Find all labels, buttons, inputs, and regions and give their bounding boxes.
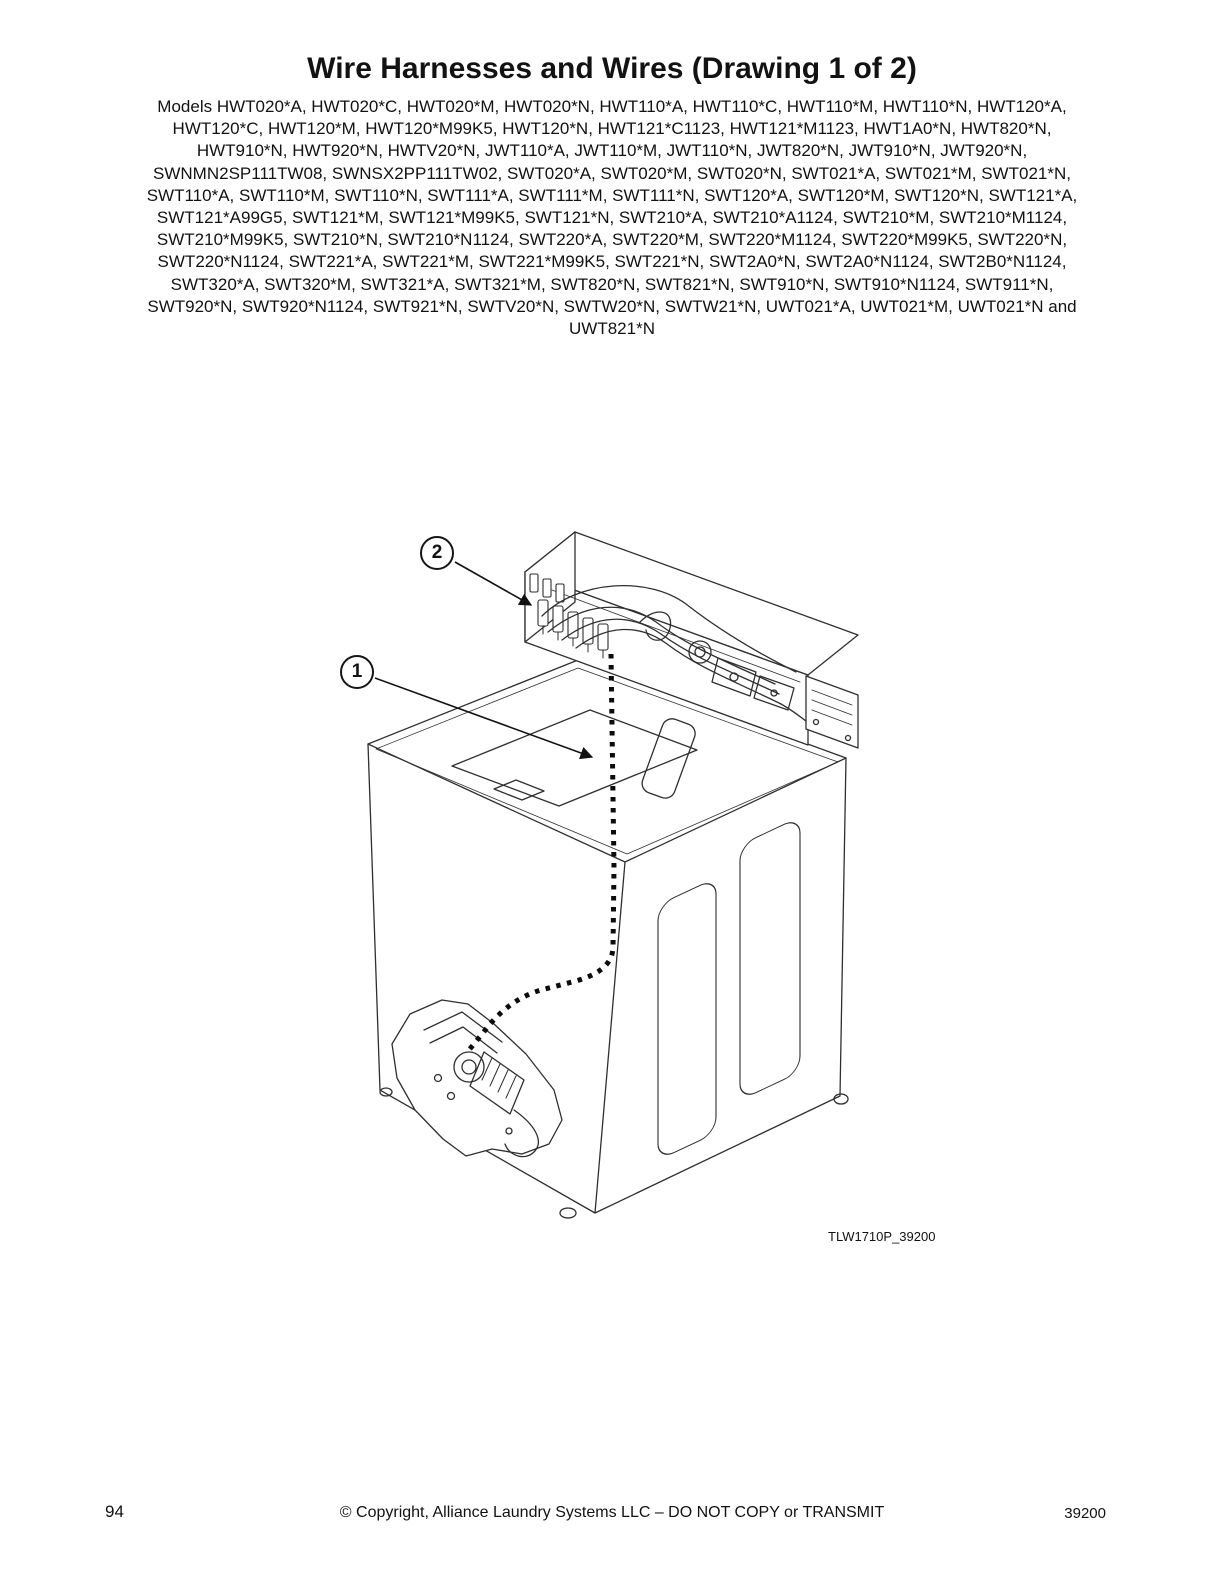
copyright-notice: © Copyright, Alliance Laundry Systems LLC – DO NOT COPY or TRANSMIT — [339, 1504, 885, 1521]
wire-routing-dotted-line — [469, 654, 614, 1050]
models-line: SWNMN2SP111TW08, SWNSX2PP111TW02, SWT020*A, SWT020*M, SWT020*N, SWT021*A, SWT021*M, SWT021*N, — [153, 163, 1071, 183]
callout-2-badge: 2 — [420, 536, 454, 570]
hinge-cover — [639, 716, 698, 801]
page-number: 94 — [105, 1502, 124, 1521]
models-line: HWT910*N, HWT920*N, HWTV20*N, JWT110*A, JWT110*M, JWT110*N, JWT820*N, JWT910*N, JWT920*N, — [196, 141, 1028, 161]
models-line: SWT210*M99K5, SWT210*N, SWT210*N1124, SWT220*A, SWT220*M, SWT220*M1124, SWT220*M99K5, SWT220*N, — [156, 230, 1068, 250]
models-line: SWT110*A, SWT110*M, SWT110*N, SWT111*A, SWT111*M, SWT111*N, SWT120*A, SWT120*M, SWT120*N, SWT121*A, — [146, 185, 1078, 205]
models-line: UWT821*N — [569, 319, 655, 339]
models-line: SWT920*N, SWT920*N1124, SWT921*N, SWTV20*N, SWTW20*N, SWTW21*N, UWT021*A, UWT021*M, UWT021*N and — [147, 296, 1077, 316]
document-number: 39200 — [1064, 1505, 1106, 1522]
washer-lid — [452, 710, 697, 806]
models-line: SWT220*N1124, SWT221*A, SWT221*M, SWT221*M99K5, SWT221*N, SWT2A0*N, SWT2A0*N1124, SWT2B0*N1124, — [157, 252, 1067, 272]
callout-2-arrow — [455, 562, 531, 605]
callout-arrows — [375, 562, 592, 757]
callout-1-arrow — [375, 678, 592, 757]
models-line: HWT120*C, HWT120*M, HWT120*M99K5, HWT120*N, HWT121*C1123, HWT121*M1123, HWT1A0*N, HWT820*N, — [172, 119, 1052, 139]
motor-pump-assembly — [392, 1000, 562, 1157]
control-console — [525, 532, 858, 745]
models-line: Models HWT020*A, HWT020*C, HWT020*M, HWT020*N, HWT110*A, HWT110*C, HWT110*M, HWT110*N, HWT120*A, — [157, 97, 1067, 116]
page-footer — [0, 1498, 1224, 1538]
callout-1-badge: 1 — [340, 655, 374, 689]
models-list — [82, 96, 1142, 340]
models-line: SWT320*A, SWT320*M, SWT321*A, SWT321*M, SWT820*N, SWT821*N, SWT910*N, SWT910*N1124, SWT911*N, — [170, 274, 1054, 294]
models-line: SWT121*A99G5, SWT121*M, SWT121*M99K5, SWT121*N, SWT210*A, SWT210*A1124, SWT210*M, SWT210*M1124, — [156, 208, 1068, 228]
figure-code: TLW1710P_39200 — [828, 1229, 936, 1244]
rear-panel-recesses — [658, 817, 800, 1160]
washer-cabinet — [368, 660, 848, 1218]
control-board — [806, 676, 858, 748]
page-title: Wire Harnesses and Wires (Drawing 1 of 2) — [307, 52, 917, 85]
wire-harness — [530, 574, 806, 721]
